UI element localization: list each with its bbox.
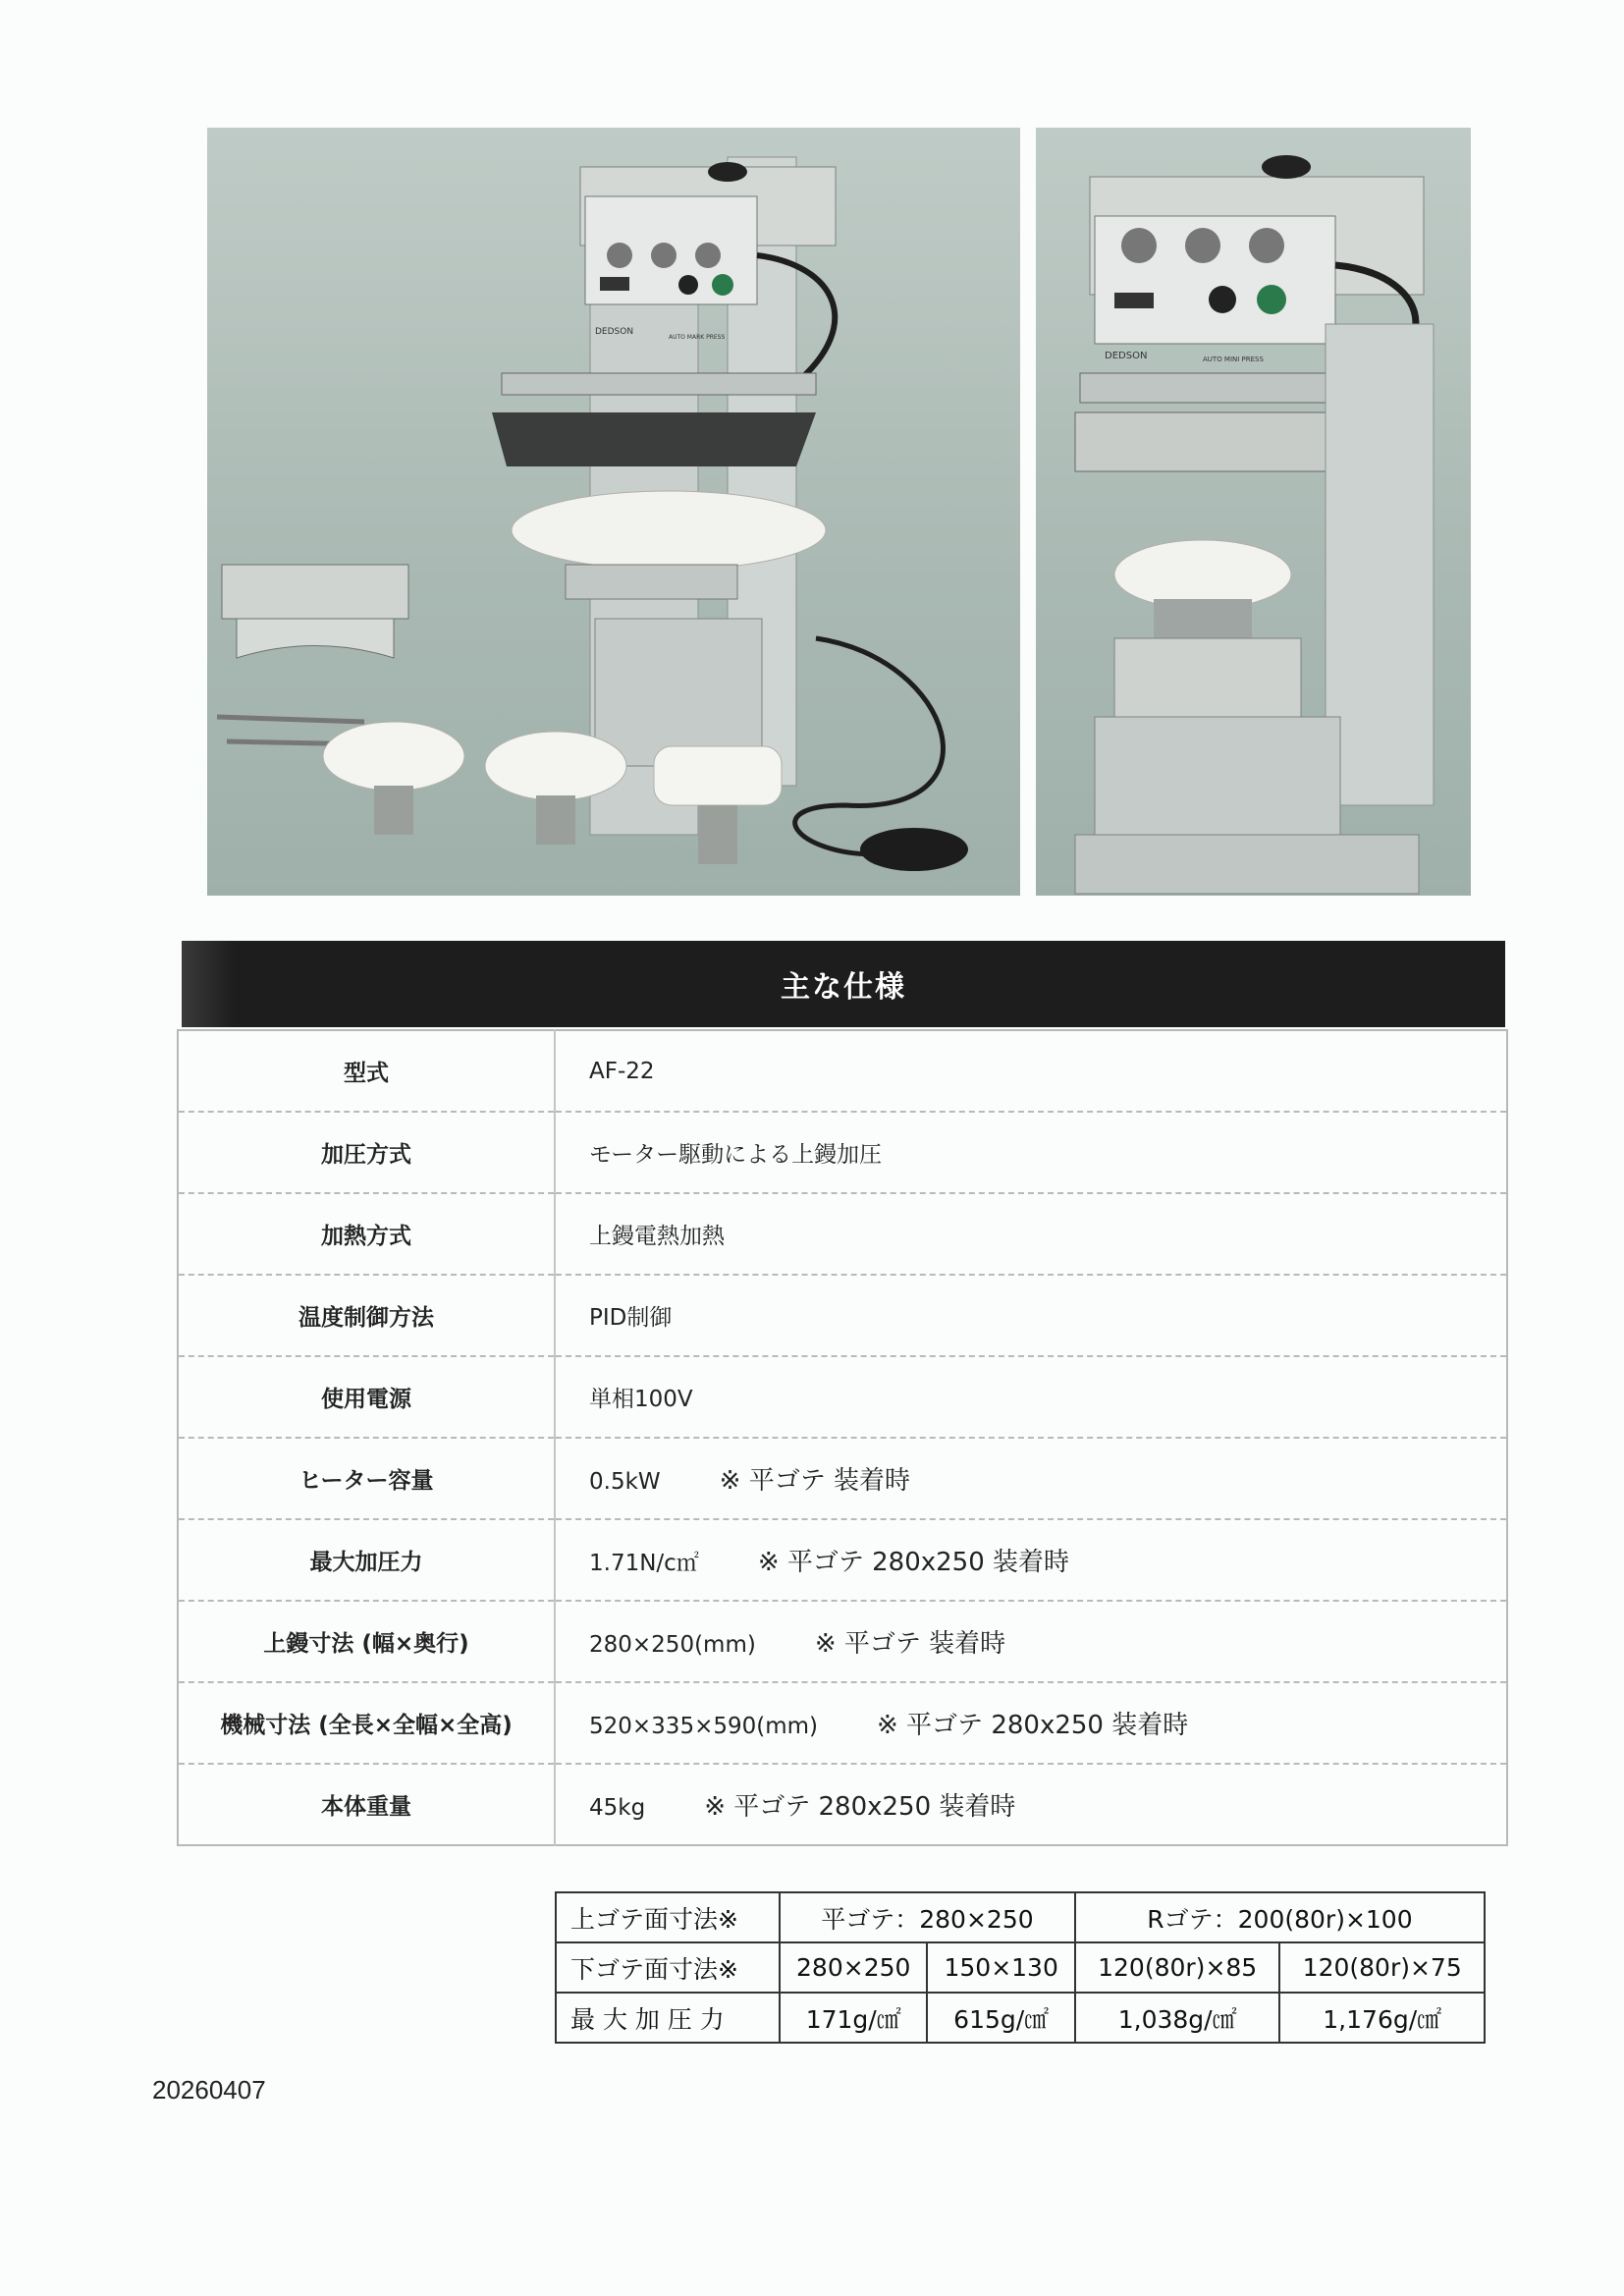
spec-row <box>178 1519 1507 1601</box>
upper-iron-label: 上ゴテ面寸法※ <box>556 1892 780 1942</box>
pressure-table <box>555 1891 1486 2044</box>
spec-value <box>555 1682 1507 1764</box>
product-photo-with-accessories <box>207 128 1020 896</box>
spec-value-text: 520×335×590(mm) <box>589 1714 818 1739</box>
spec-note: ※ 平ゴテ 280x250 装着時 <box>704 1792 1016 1822</box>
spec-label: ヒーター容量 <box>178 1438 555 1519</box>
spec-value <box>555 1764 1507 1845</box>
pressure-cell: 171g/㎠ <box>780 1993 927 2043</box>
pressure-row-max <box>556 1993 1485 2043</box>
spec-value-text: 1.71N/c㎡ <box>589 1551 699 1576</box>
spec-heading: 主な仕様 <box>182 941 1505 1027</box>
lower-size-cell: 280×250 <box>780 1942 927 1993</box>
spec-label: 最大加圧力 <box>178 1519 555 1601</box>
photo-left-brand: DEDSON <box>595 327 634 337</box>
spec-label: 機械寸法 (全長×全幅×全高) <box>178 1682 555 1764</box>
lower-size-cell: 150×130 <box>927 1942 1074 1993</box>
round-iron-cell: Rゴテ：200(80r)×100 <box>1075 1892 1485 1942</box>
pressure-row-upper <box>556 1892 1485 1942</box>
lower-size-cell: 120(80r)×75 <box>1279 1942 1485 1993</box>
spec-value-text: AF-22 <box>589 1058 655 1084</box>
spec-label: 温度制御方法 <box>178 1275 555 1356</box>
spec-row <box>178 1438 1507 1519</box>
spec-label: 型式 <box>178 1030 555 1112</box>
spec-row <box>178 1275 1507 1356</box>
spec-value <box>555 1112 1507 1193</box>
pressure-row-lower <box>556 1942 1485 1993</box>
spec-label: 使用電源 <box>178 1356 555 1438</box>
photo-right-brand: DEDSON <box>1105 351 1148 361</box>
spec-value <box>555 1193 1507 1275</box>
spec-table <box>177 1029 1508 1846</box>
spec-value <box>555 1275 1507 1356</box>
spec-row <box>178 1601 1507 1682</box>
spec-row <box>178 1764 1507 1845</box>
spec-note: ※ 平ゴテ 装着時 <box>719 1466 910 1496</box>
document-date: 20260407 <box>152 2075 266 2105</box>
spec-value-text: 上鏝電熱加熱 <box>589 1224 725 1249</box>
max-pressure-label: 最 大 加 圧 力 <box>556 1993 780 2043</box>
spec-row <box>178 1682 1507 1764</box>
pressure-cell: 615g/㎠ <box>927 1993 1074 2043</box>
spec-value <box>555 1030 1507 1112</box>
lower-size-cell: 120(80r)×85 <box>1075 1942 1280 1993</box>
pressure-cell: 1,038g/㎠ <box>1075 1993 1280 2043</box>
spec-value-text: 280×250(mm) <box>589 1632 756 1658</box>
spec-value <box>555 1519 1507 1601</box>
lower-iron-label: 下ゴテ面寸法※ <box>556 1942 780 1993</box>
spec-row <box>178 1193 1507 1275</box>
spec-label: 上鏝寸法 (幅×奥行) <box>178 1601 555 1682</box>
spec-row <box>178 1112 1507 1193</box>
spec-label: 加圧方式 <box>178 1112 555 1193</box>
photo-left-name: AUTO MARK PRESS <box>669 334 726 341</box>
spec-label: 本体重量 <box>178 1764 555 1845</box>
photo-right-name: AUTO MINI PRESS <box>1203 355 1264 363</box>
spec-label: 加熱方式 <box>178 1193 555 1275</box>
spec-value-text: 45kg <box>589 1795 646 1821</box>
spec-note: ※ 平ゴテ 装着時 <box>814 1629 1006 1659</box>
spec-value-text: 単相100V <box>589 1387 693 1412</box>
spec-value <box>555 1356 1507 1438</box>
spec-row <box>178 1356 1507 1438</box>
spec-row <box>178 1030 1507 1112</box>
product-photo-machine <box>1036 128 1471 896</box>
spec-note: ※ 平ゴテ 280x250 装着時 <box>757 1548 1070 1577</box>
flat-iron-cell: 平ゴテ：280×250 <box>780 1892 1075 1942</box>
spec-note: ※ 平ゴテ 280x250 装着時 <box>877 1711 1189 1740</box>
spec-value-text: PID制御 <box>589 1305 673 1331</box>
spec-value-text: モーター駆動による上鏝加圧 <box>589 1142 883 1168</box>
spec-value-text: 0.5kW <box>589 1469 661 1495</box>
spec-value <box>555 1601 1507 1682</box>
spec-value <box>555 1438 1507 1519</box>
pressure-cell: 1,176g/㎠ <box>1279 1993 1485 2043</box>
